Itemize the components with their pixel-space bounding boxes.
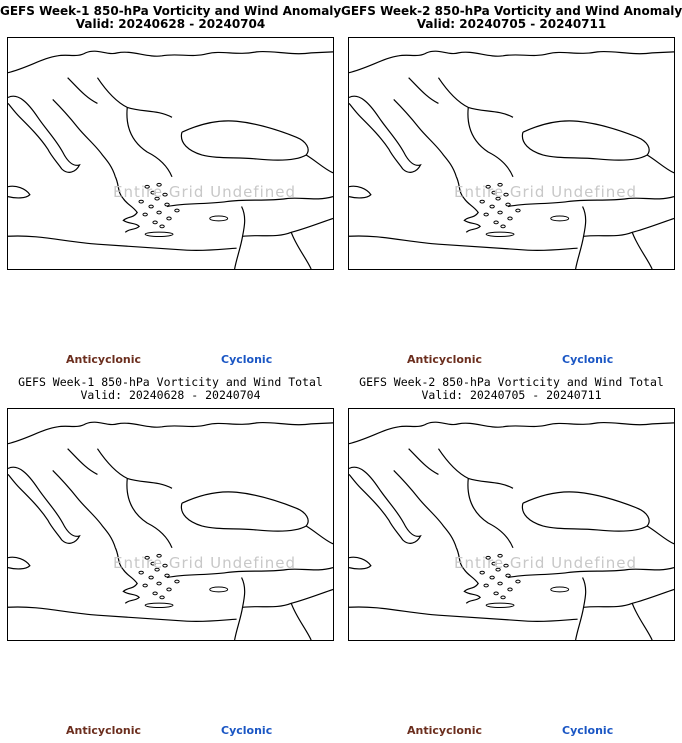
island-outline bbox=[167, 588, 171, 591]
legend-anticyclonic: Anticyclonic bbox=[66, 724, 142, 737]
coastline-segment bbox=[235, 578, 245, 640]
coastline-segment bbox=[8, 51, 333, 73]
legend-cyclonic: Cyclonic bbox=[221, 724, 273, 737]
coastline-segment bbox=[291, 232, 311, 269]
coastline-segment bbox=[306, 155, 333, 173]
undefined-grid-watermark: Entire Grid Undefined bbox=[454, 554, 638, 572]
panel-title: GEFS Week-2 850-hPa Vorticity and Wind Anomaly bbox=[341, 4, 682, 18]
map-panel-week1-anomaly bbox=[0, 0, 341, 371]
coastline-segment bbox=[68, 78, 98, 104]
island-outline bbox=[501, 596, 505, 599]
coastline-segment bbox=[181, 121, 308, 160]
map-panel-week2-total bbox=[341, 371, 682, 742]
map-frame bbox=[7, 408, 334, 641]
coastline-segment bbox=[235, 207, 245, 269]
coastline-segment bbox=[349, 607, 578, 621]
coastline-map bbox=[349, 38, 674, 269]
legend-anticyclonic: Anticyclonic bbox=[66, 353, 142, 366]
coastline-map bbox=[8, 38, 333, 269]
island-outline bbox=[516, 209, 520, 212]
legend-cyclonic: Cyclonic bbox=[562, 724, 614, 737]
island-outline bbox=[506, 574, 510, 577]
map-frame bbox=[348, 37, 675, 270]
coastline-segment bbox=[306, 526, 333, 544]
legend-cyclonic: Cyclonic bbox=[221, 353, 273, 366]
island-outline bbox=[210, 587, 228, 592]
undefined-grid-watermark: Entire Grid Undefined bbox=[454, 183, 638, 201]
coastline-segment bbox=[522, 121, 649, 160]
coastline-segment bbox=[438, 78, 513, 118]
map-panel-week1-total bbox=[0, 371, 341, 742]
island-outline bbox=[160, 225, 164, 228]
coastline-segment bbox=[349, 51, 674, 73]
coastline-segment bbox=[349, 236, 578, 250]
map-frame bbox=[7, 37, 334, 270]
island-outline bbox=[167, 217, 171, 220]
coastline-segment bbox=[8, 422, 333, 444]
map-panel-week2-anomaly bbox=[341, 0, 682, 371]
island-outline bbox=[498, 582, 502, 585]
coastline-segment bbox=[291, 603, 311, 640]
coastline-segment bbox=[53, 470, 116, 547]
island-outline bbox=[153, 592, 157, 595]
coastline-segment bbox=[8, 236, 237, 250]
island-outline bbox=[175, 209, 179, 212]
island-outline bbox=[551, 216, 569, 221]
coastline-segment bbox=[68, 449, 98, 475]
island-outline bbox=[210, 216, 228, 221]
island-outline bbox=[494, 592, 498, 595]
panel-title: GEFS Week-2 850-hPa Vorticity and Wind Total bbox=[359, 375, 664, 389]
island-outline bbox=[143, 584, 147, 587]
coastline-segment bbox=[349, 186, 371, 198]
coastline-segment bbox=[647, 155, 674, 173]
island-outline bbox=[551, 587, 569, 592]
coastline-segment bbox=[97, 449, 172, 489]
legend-anticyclonic: Anticyclonic bbox=[407, 353, 483, 366]
island-outline bbox=[157, 211, 161, 214]
coastline-segment bbox=[576, 578, 586, 640]
island-outline bbox=[516, 580, 520, 583]
island-outline bbox=[175, 580, 179, 583]
legend-anticyclonic: Anticyclonic bbox=[407, 724, 483, 737]
island-outline bbox=[145, 603, 173, 607]
coastline-segment bbox=[127, 478, 172, 547]
panel-title: GEFS Week-1 850-hPa Vorticity and Wind Anomaly bbox=[0, 4, 342, 18]
island-outline bbox=[486, 232, 514, 236]
coastline-segment bbox=[647, 526, 674, 544]
island-outline bbox=[149, 205, 153, 208]
coastline-segment bbox=[468, 107, 513, 176]
coastline-segment bbox=[243, 218, 333, 236]
undefined-grid-watermark: Entire Grid Undefined bbox=[113, 183, 297, 201]
coastline-segment bbox=[8, 557, 30, 569]
coastline-segment bbox=[8, 186, 30, 198]
coastline-segment bbox=[53, 99, 116, 176]
panel-valid-dates: Valid: 20240628 - 20240704 bbox=[80, 388, 261, 402]
coastline-map bbox=[349, 409, 674, 640]
island-outline bbox=[165, 574, 169, 577]
coastline-segment bbox=[349, 557, 371, 569]
coastline-segment bbox=[394, 470, 457, 547]
coastline-segment bbox=[576, 207, 586, 269]
coastline-segment bbox=[584, 218, 674, 236]
island-outline bbox=[494, 221, 498, 224]
coastline-segment bbox=[468, 478, 513, 547]
island-outline bbox=[165, 203, 169, 206]
coastline-segment bbox=[243, 589, 333, 607]
coastline-segment bbox=[8, 607, 237, 621]
coastline-segment bbox=[409, 78, 439, 104]
map-frame bbox=[348, 408, 675, 641]
island-outline bbox=[484, 213, 488, 216]
island-outline bbox=[490, 205, 494, 208]
island-outline bbox=[484, 584, 488, 587]
island-outline bbox=[498, 211, 502, 214]
panel-valid-dates: Valid: 20240705 - 20240711 bbox=[416, 17, 607, 31]
coastline-segment bbox=[522, 492, 649, 531]
island-outline bbox=[490, 576, 494, 579]
island-outline bbox=[153, 221, 157, 224]
island-outline bbox=[501, 225, 505, 228]
coastline-segment bbox=[349, 467, 421, 543]
island-outline bbox=[160, 596, 164, 599]
coastline-segment bbox=[349, 422, 674, 444]
coastline-segment bbox=[127, 107, 172, 176]
undefined-grid-watermark: Entire Grid Undefined bbox=[113, 554, 297, 572]
island-outline bbox=[145, 232, 173, 236]
island-outline bbox=[149, 576, 153, 579]
island-outline bbox=[143, 213, 147, 216]
coastline-map bbox=[8, 409, 333, 640]
island-outline bbox=[157, 582, 161, 585]
coastline-segment bbox=[438, 449, 513, 489]
coastline-segment bbox=[632, 603, 652, 640]
island-outline bbox=[508, 588, 512, 591]
coastline-segment bbox=[8, 467, 80, 543]
coastline-segment bbox=[409, 449, 439, 475]
panel-valid-dates: Valid: 20240628 - 20240704 bbox=[75, 17, 266, 31]
coastline-segment bbox=[181, 492, 308, 531]
coastline-segment bbox=[632, 232, 652, 269]
island-outline bbox=[486, 603, 514, 607]
coastline-segment bbox=[349, 96, 421, 172]
coastline-segment bbox=[8, 96, 80, 172]
panel-valid-dates: Valid: 20240705 - 20240711 bbox=[421, 388, 602, 402]
coastline-segment bbox=[97, 78, 172, 118]
coastline-segment bbox=[584, 589, 674, 607]
legend-cyclonic: Cyclonic bbox=[562, 353, 614, 366]
island-outline bbox=[506, 203, 510, 206]
panel-title: GEFS Week-1 850-hPa Vorticity and Wind Total bbox=[18, 375, 323, 389]
island-outline bbox=[508, 217, 512, 220]
coastline-segment bbox=[394, 99, 457, 176]
